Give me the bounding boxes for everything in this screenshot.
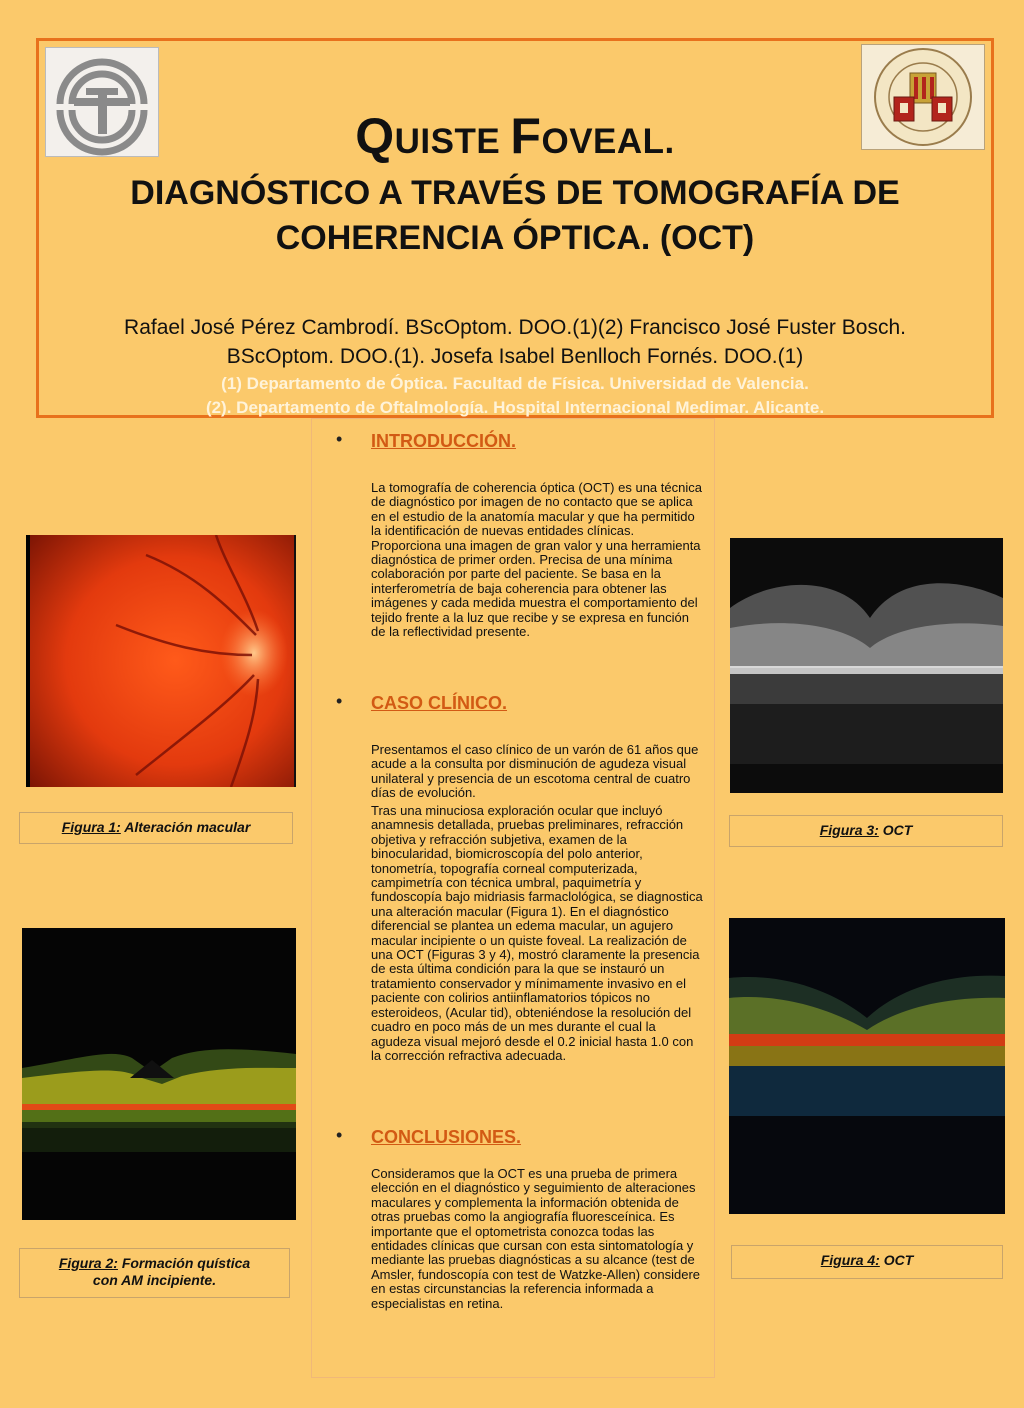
poster-title: QUISTE FOVEAL. <box>355 108 675 164</box>
intro-paragraph: La tomografía de coherencia óptica (OCT) es una técnica de diagnóstico por imagen de no contacto que se aplica en el estudio de la anatomía macular y que ha permitido la identificación de nuevas entidades clínicas. Proporciona una imagen de gran valor y una herramienta diagnóstica de primer orden. Precisa de una mínima colaboración por parte del paciente. Se basa en la interferometría de baja coherencia para obtener las imágenes y cada medida muestra el comportamiento del tejido frente a la luz que recibe y se expresa en función de la reflectividad presente. <box>371 480 702 640</box>
section-title-conclusions: CONCLUSIONES. <box>371 1127 522 1147</box>
figure-1-fundus-image <box>26 535 296 787</box>
figure-4-caption: Figura 4: OCT <box>731 1245 1003 1279</box>
figure-1-caption: Figura 1: Alteración macular <box>19 812 293 844</box>
figure-2-caption: Figura 2: Formación quística con AM incipiente. <box>19 1248 290 1298</box>
figure-4-oct-color-image <box>729 918 1005 1214</box>
bullet-conclusions: • <box>336 1125 343 1145</box>
text-column <box>311 418 715 1378</box>
bullet-case: • <box>336 691 343 711</box>
case-paragraph-2: Tras una minuciosa exploración ocular que incluyó anamnesis detallada, pruebas preliminares, refracción objetiva y refracción subjetiva, examen de la binocularidad, biomicroscopía del polo anterior, tonometría, topografía corneal computerizada, campimetría con técnica umbral, paquimetría y fundoscopía bajo midriasis farmaclológica, se diagnostica una alteración macular (Figura 1). En el diagnóstico diferencial se plantea un edema macular, un agujero macular incipiente o un quiste foveal. La realización de una OCT (Figuras 3 y 4), mostró claramente la presencia de esta última condición para la que se instauró un tratamiento conservador y mínimamente invasivo en el paciente con colirios antiinflamatorios tópicos no esteroideos, (Acular tid), obteniéndose la resolución del cuadro en poco más de un mes durante el cual la agudeza visual mejoró desde el 0.2 inicial hasta 1.0 con la corrección refractiva adecuada. <box>371 803 703 1063</box>
authors: Rafael José Pérez Cambrodí. BScOptom. DOO.(1)(2) Francisco José Fuster Bosch. BScOptom. DOO.(1). Josefa Isabel Benlloch Fornés. DOO.(1) <box>124 316 906 368</box>
figure-3-oct-greyscale-image <box>730 538 1003 793</box>
poster-header <box>36 38 994 418</box>
bullet-intro: • <box>336 429 343 449</box>
conclusions-paragraph: Consideramos que la OCT es una prueba de primera elección en el diagnóstico y seguimiento de alteraciones maculares y complementa la información obtenida de otras pruebas como la angiografía fluoresceínica. Es importante que el optometrista conozca todas las entidades clínicas que cursan con esta sintomatología y mediante las pruebas diagnósticas a su alcance (test de Amsler, fundoscopía con test de Watzke-Allen) considere en estas circunstancias la referencia informada a especialistas en retina. <box>371 1166 701 1311</box>
figure-3-caption: Figura 3: OCT <box>729 815 1003 847</box>
case-paragraph-1: Presentamos el caso clínico de un varón de 61 años que acude a la consulta por disminución de agudeza visual unilateral y presencia de un escotoma central de cuatro días de evolución. <box>371 742 699 801</box>
affiliations: (1) Departamento de Óptica. Facultad de Física. Universidad de Valencia. (2). Departamento de Oftalmología. Hospital Internacional Medimar. Alicante. <box>205 374 825 417</box>
poster-subtitle: DIAGNÓSTICO A TRAVÉS DE TOMOGRAFÍA DE COHERENCIA ÓPTICA. (OCT) <box>130 174 900 257</box>
section-title-intro: INTRODUCCIÓN. <box>371 431 516 451</box>
figure-2-oct-cyst-image <box>22 928 296 1220</box>
section-title-case: CASO CLÍNICO. <box>371 693 508 713</box>
